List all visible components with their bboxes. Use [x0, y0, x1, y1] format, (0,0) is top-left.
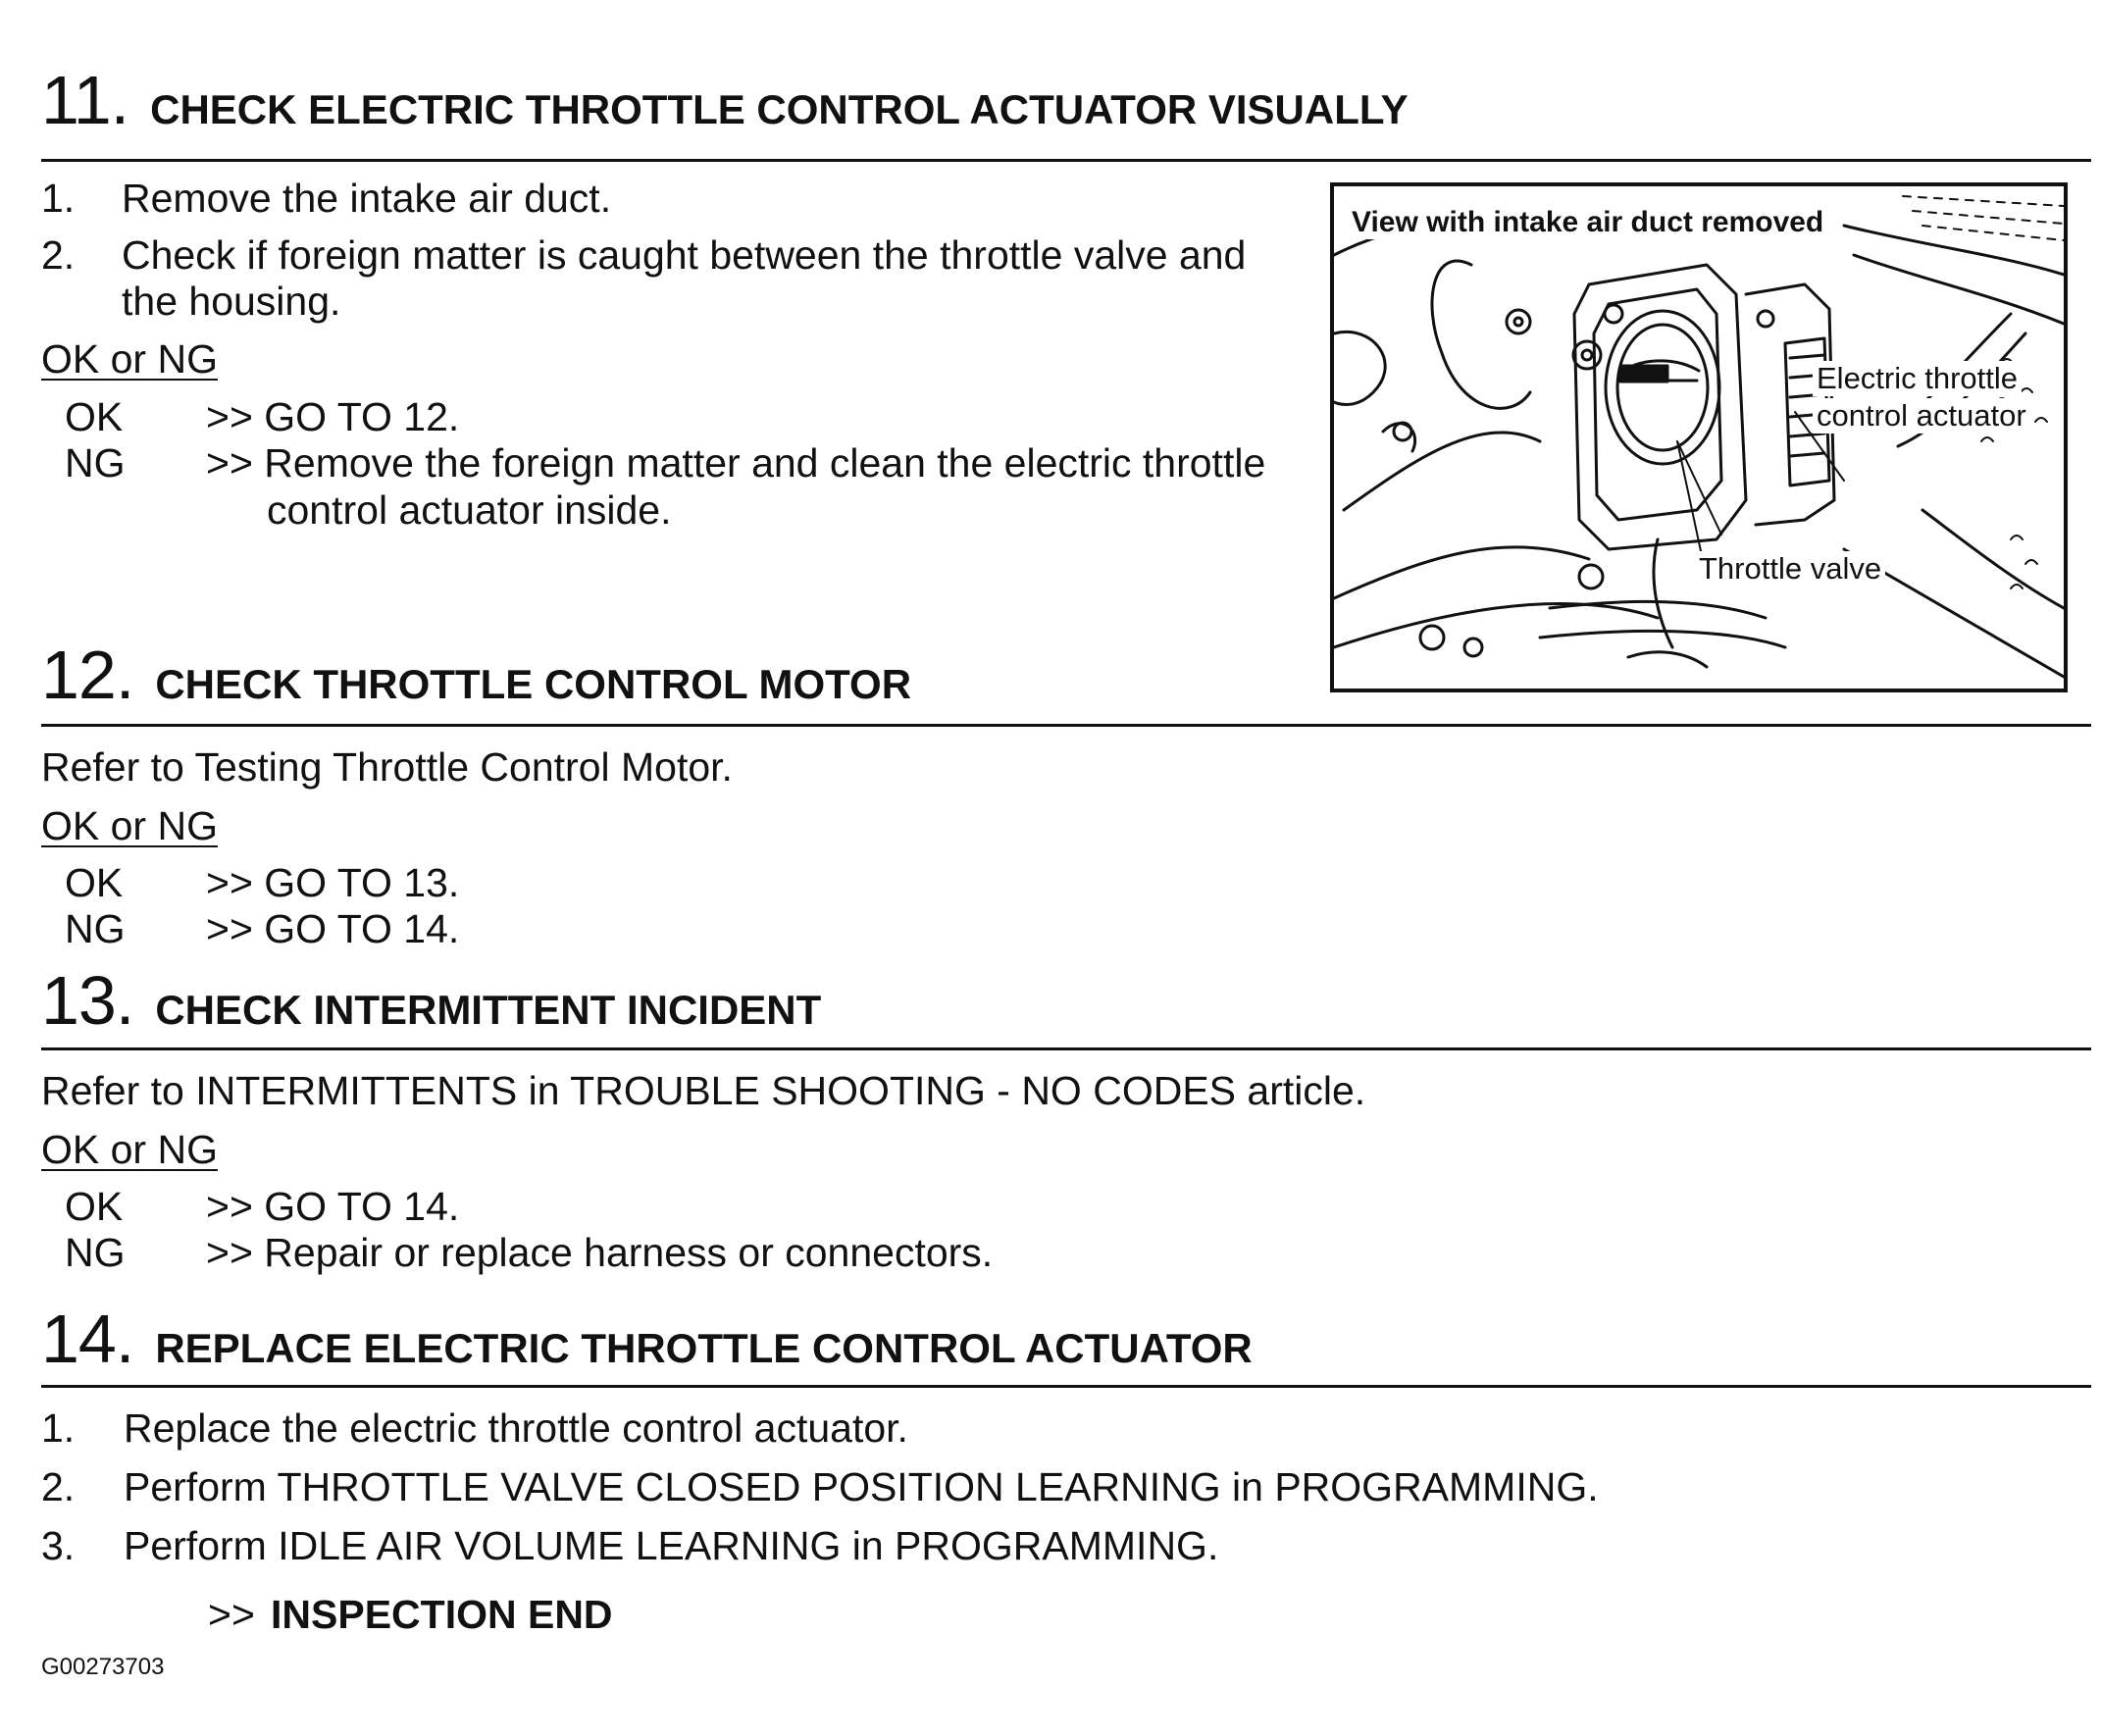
ok-or-ng-label: OK or NG [41, 336, 218, 382]
throttle-valve-label: Throttle valve [1695, 551, 1885, 587]
list-item: Perform THROTTLE VALVE CLOSED POSITION LEARNING in PROGRAMMING. [124, 1464, 1599, 1509]
result-text-continued: control actuator inside. [267, 487, 672, 533]
step-14-heading [41, 1300, 1253, 1378]
result-text: >> GO TO 14. [206, 1184, 460, 1229]
step-number: 14. [41, 1301, 134, 1377]
divider [41, 159, 2091, 162]
list-number: 3. [41, 1523, 76, 1568]
step-title: CHECK ELECTRIC THROTTLE CONTROL ACTUATOR VISUALLY [150, 86, 1409, 132]
divider [41, 1385, 2091, 1388]
throttle-illustration [1330, 182, 2068, 692]
step-instruction: Refer to INTERMITTENTS in TROUBLE SHOOTING - NO CODES article. [41, 1068, 1366, 1113]
step-title: CHECK INTERMITTENT INCIDENT [155, 987, 822, 1033]
result-code: OK [65, 860, 124, 905]
inspection-end-prefix: >> [208, 1592, 255, 1637]
list-item: Remove the intake air duct. [122, 176, 612, 221]
list-number: 1. [41, 176, 76, 221]
divider [41, 724, 2091, 727]
result-text: >> GO TO 14. [206, 906, 460, 951]
list-item: Check if foreign matter is caught between the throttle valve and [122, 232, 1247, 278]
step-13-heading [41, 961, 821, 1040]
divider [41, 1047, 2091, 1050]
step-number: 13. [41, 962, 134, 1039]
actuator-label-line2: control actuator [1813, 398, 2030, 434]
result-text: >> Repair or replace harness or connectors. [206, 1230, 994, 1275]
engine-drawing [1334, 186, 2064, 689]
result-text: >> GO TO 12. [206, 394, 460, 439]
step-12-heading [41, 636, 911, 714]
result-code: NG [65, 440, 126, 485]
list-item: Replace the electric throttle control actuator. [124, 1405, 908, 1451]
result-code: OK [65, 1184, 124, 1229]
list-number: 2. [41, 232, 76, 278]
result-text: >> Remove the foreign matter and clean the electric throttle [206, 440, 1266, 485]
ok-or-ng-label: OK or NG [41, 803, 218, 848]
graphic-id: G00273703 [41, 1654, 165, 1680]
list-item-continued: the housing. [122, 279, 341, 324]
list-item: Perform IDLE AIR VOLUME LEARNING in PROGRAMMING. [124, 1523, 1219, 1568]
list-number: 2. [41, 1464, 76, 1509]
result-code: NG [65, 1230, 126, 1275]
step-instruction: Refer to Testing Throttle Control Motor. [41, 744, 733, 790]
step-number: 12. [41, 637, 134, 713]
result-code: OK [65, 394, 124, 439]
step-number: 11. [41, 62, 129, 138]
inspection-end: INSPECTION END [271, 1592, 613, 1637]
actuator-label: Electric throttle [1813, 361, 2022, 396]
step-11-heading [41, 61, 1409, 139]
result-text: >> GO TO 13. [206, 860, 460, 905]
step-title: CHECK THROTTLE CONTROL MOTOR [155, 661, 912, 707]
ok-or-ng-label: OK or NG [41, 1127, 218, 1172]
list-number: 1. [41, 1405, 76, 1451]
figure-caption: View with intake air duct removed [1348, 206, 1827, 239]
result-code: NG [65, 906, 126, 951]
step-title: REPLACE ELECTRIC THROTTLE CONTROL ACTUATOR [155, 1325, 1253, 1371]
